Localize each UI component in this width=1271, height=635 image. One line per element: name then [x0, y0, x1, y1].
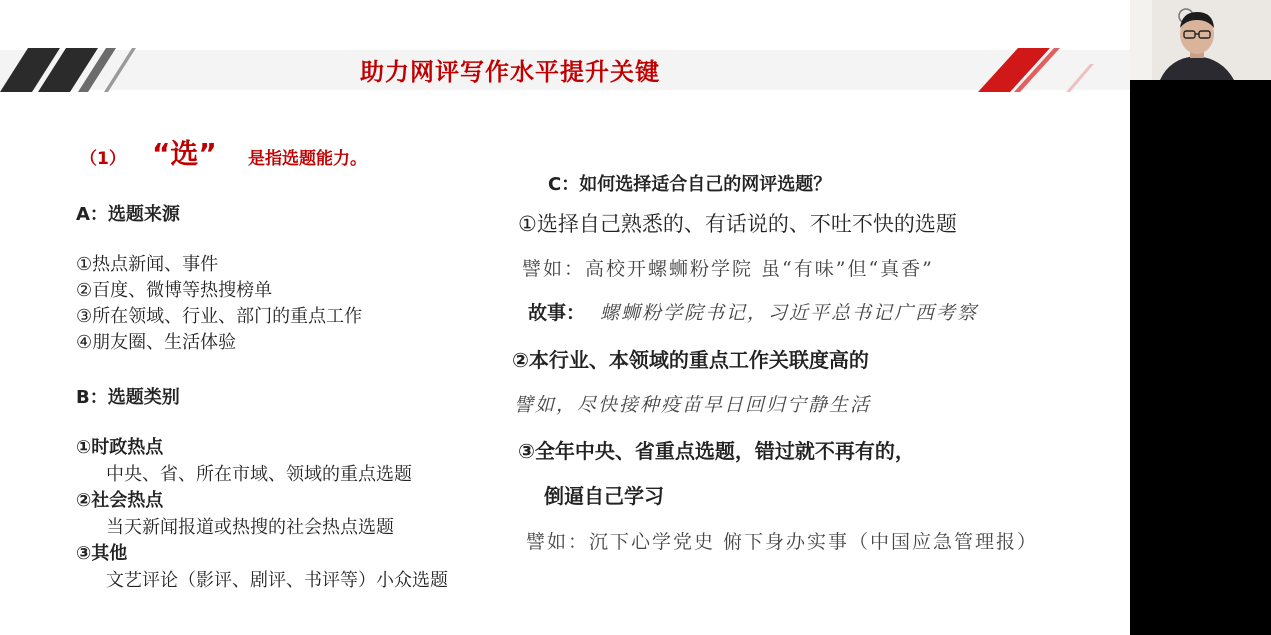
- heading-description: 是指选题能力。: [248, 149, 367, 169]
- section-b-title: B：选题类别: [76, 387, 180, 408]
- category-detail: 文艺评论（影评、剧评、书评等）小众选题: [106, 570, 448, 591]
- presenter-avatar: [1130, 0, 1271, 80]
- category-label: ①时政热点: [76, 437, 164, 458]
- slide-title: 助力网评写作水平提升关键: [360, 58, 660, 86]
- decorative-stripes-right: [970, 48, 1100, 92]
- list-item: ③所在领域、行业、部门的重点工作: [76, 306, 363, 327]
- category-detail: 中央、省、所在市域、领域的重点选题: [106, 464, 412, 485]
- webcam-panel: [1130, 0, 1271, 635]
- category-label: ③其他: [76, 543, 128, 564]
- list-item: ②百度、微博等热搜榜单: [76, 280, 273, 301]
- decorative-stripes-left: [0, 48, 200, 92]
- webcam-video: [1130, 0, 1271, 80]
- heading-number: （1）: [80, 149, 126, 169]
- point-2: ②本行业、本领域的重点工作关联度高的: [512, 348, 869, 372]
- category-label: ②社会热点: [76, 490, 164, 511]
- point-1: ①选择自己熟悉的、有话说的、不吐不快的选题: [518, 212, 957, 236]
- heading-key-term: “选”: [152, 137, 217, 170]
- point-3-line-1: ③全年中央、省重点选题，错过就不再有的，: [518, 439, 915, 463]
- category-detail: 当天新闻报道或热搜的社会热点选题: [106, 517, 394, 538]
- point-3-example: 譬如：沉下心学党史 俯下身办实事（中国应急管理报）: [526, 531, 1039, 553]
- point-1-story-label: 故事：: [528, 302, 586, 324]
- point-3-line-2: 倒逼自己学习: [544, 484, 664, 508]
- point-1-example: 譬如：高校开螺蛳粉学院 虽“有味”但“真香”: [522, 258, 934, 280]
- list-item: ①热点新闻、事件: [76, 254, 219, 275]
- section-a-title: A：选题来源: [76, 204, 180, 225]
- list-item: ④朋友圈、生活体验: [76, 332, 237, 353]
- point-2-example: 譬如，尽快接种疫苗早日回归宁静生活: [514, 394, 872, 416]
- section-c-title: C：如何选择适合自己的网评选题？: [548, 174, 832, 195]
- point-1-story: 螺蛳粉学院书记，习近平总书记广西考察: [600, 302, 979, 324]
